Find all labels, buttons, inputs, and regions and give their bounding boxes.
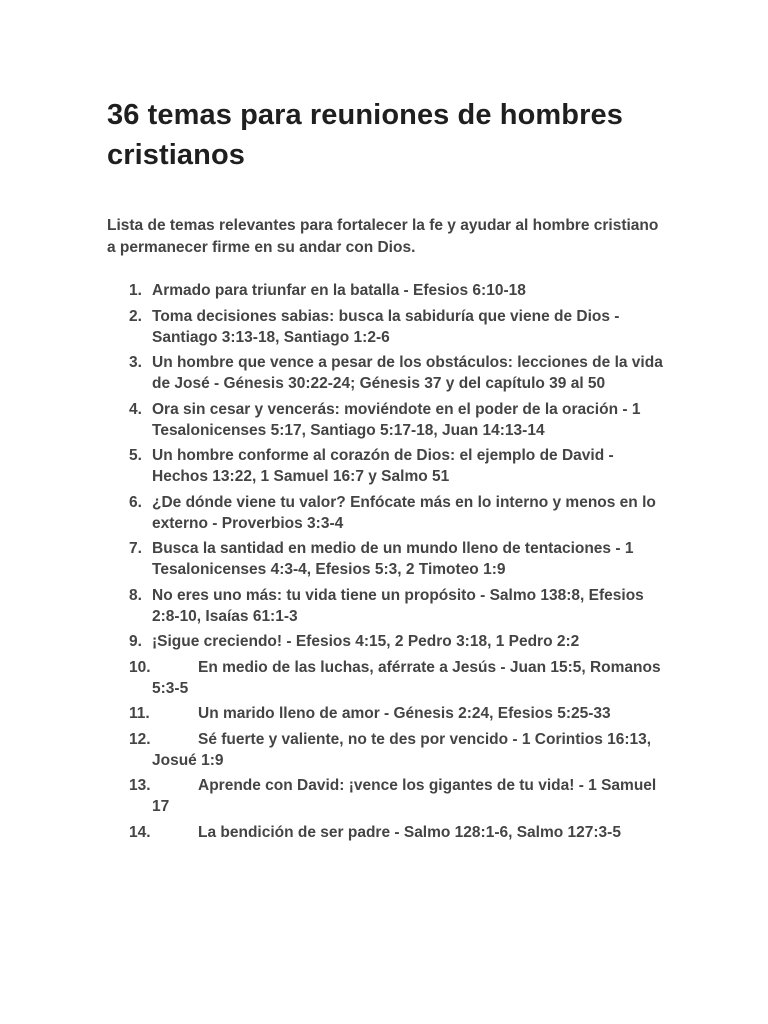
list-item-number: 5. (129, 447, 142, 464)
list-item (107, 775, 667, 817)
list-item-number: 11. (129, 705, 150, 722)
list-item (107, 399, 667, 441)
list-item-text: Un marido lleno de amor - Génesis 2:24, Efesios 5:25-33 (198, 705, 611, 722)
list-item (107, 538, 667, 580)
list-item (107, 445, 667, 487)
list-item-text: ¡Sigue creciendo! - Efesios 4:15, 2 Pedro 3:18, 1 Pedro 2:2 (152, 633, 580, 650)
list-item-text: Aprende con David: ¡vence los gigantes de tu vida! - 1 Samuel 17 (152, 777, 657, 815)
document-page (107, 0, 667, 847)
list-item-text: No eres uno más: tu vida tiene un propósito - Salmo 138:8, Efesios 2:8-10, Isaías 61:1-3 (152, 586, 644, 625)
list-item (107, 585, 667, 627)
list-item (107, 729, 667, 771)
list-item-text: Un hombre que vence a pesar de los obstáculos: lecciones de la vida de José - Génesis 30:22-24; Génesis 37 y del capítulo 39 al 50 (152, 354, 663, 392)
list-item-number: 8. (129, 586, 142, 604)
list-item (107, 492, 667, 534)
list-item-number: 2. (129, 307, 142, 325)
list-item-text: La bendición de ser padre - Salmo 128:1-6, Salmo 127:3-5 (198, 823, 621, 841)
list-item-number: 1. (129, 282, 142, 299)
list-item (107, 352, 667, 394)
list-item-text: Ora sin cesar y vencerás: moviéndote en el poder de la oración - 1 Tesalonicenses 5:17, Santiago 5:17-18, Juan 14:13-14 (152, 400, 641, 439)
list-item-number: 13. (129, 777, 151, 794)
list-item (107, 631, 667, 652)
list-item-text: Armado para triunfar en la batalla - Efesios 6:10-18 (152, 282, 526, 299)
list-item (107, 657, 667, 699)
topics-list (107, 280, 667, 843)
list-item-number: 6. (129, 493, 142, 511)
list-item (107, 822, 667, 843)
list-item-number: 12. (129, 730, 151, 748)
list-item-number: 14. (129, 823, 151, 841)
list-item-text: Un hombre conforme al corazón de Dios: el ejemplo de David - Hechos 13:22, 1 Samuel 16:7 y Salmo 51 (152, 447, 614, 485)
list-item-number: 9. (129, 633, 142, 650)
list-item-number: 3. (129, 354, 142, 371)
list-item-text: Sé fuerte y valiente, no te des por vencido - 1 Corintios 16:13, Josué 1:9 (152, 730, 652, 769)
document-intro: Lista de temas relevantes para fortalecer la fe y ayudar al hombre cristiano a permanecer firme en su andar con Dios. (107, 217, 659, 256)
list-item-number: 4. (129, 400, 142, 418)
list-item-text: Toma decisiones sabias: busca la sabiduría que viene de Dios - Santiago 3:13-18, Santiago 1:2-6 (152, 307, 620, 346)
list-item-text: Busca la santidad en medio de un mundo lleno de tentaciones - 1 Tesalonicenses 4:3-4, Efesios 5:3, 2 Timoteo 1:9 (152, 540, 634, 578)
list-item-text: ¿De dónde viene tu valor? Enfócate más en lo interno y menos en lo externo - Proverbios 3:3-4 (152, 493, 656, 532)
list-item (107, 280, 667, 301)
list-item (107, 306, 667, 348)
document-title: 36 temas para reuniones de hombres cristianos (107, 99, 623, 171)
list-item-text: En medio de las luchas, aférrate a Jesús - Juan 15:5, Romanos 5:3-5 (152, 658, 661, 697)
list-item-number: 7. (129, 540, 142, 557)
list-item-number: 10. (129, 658, 151, 676)
list-item (107, 703, 667, 724)
